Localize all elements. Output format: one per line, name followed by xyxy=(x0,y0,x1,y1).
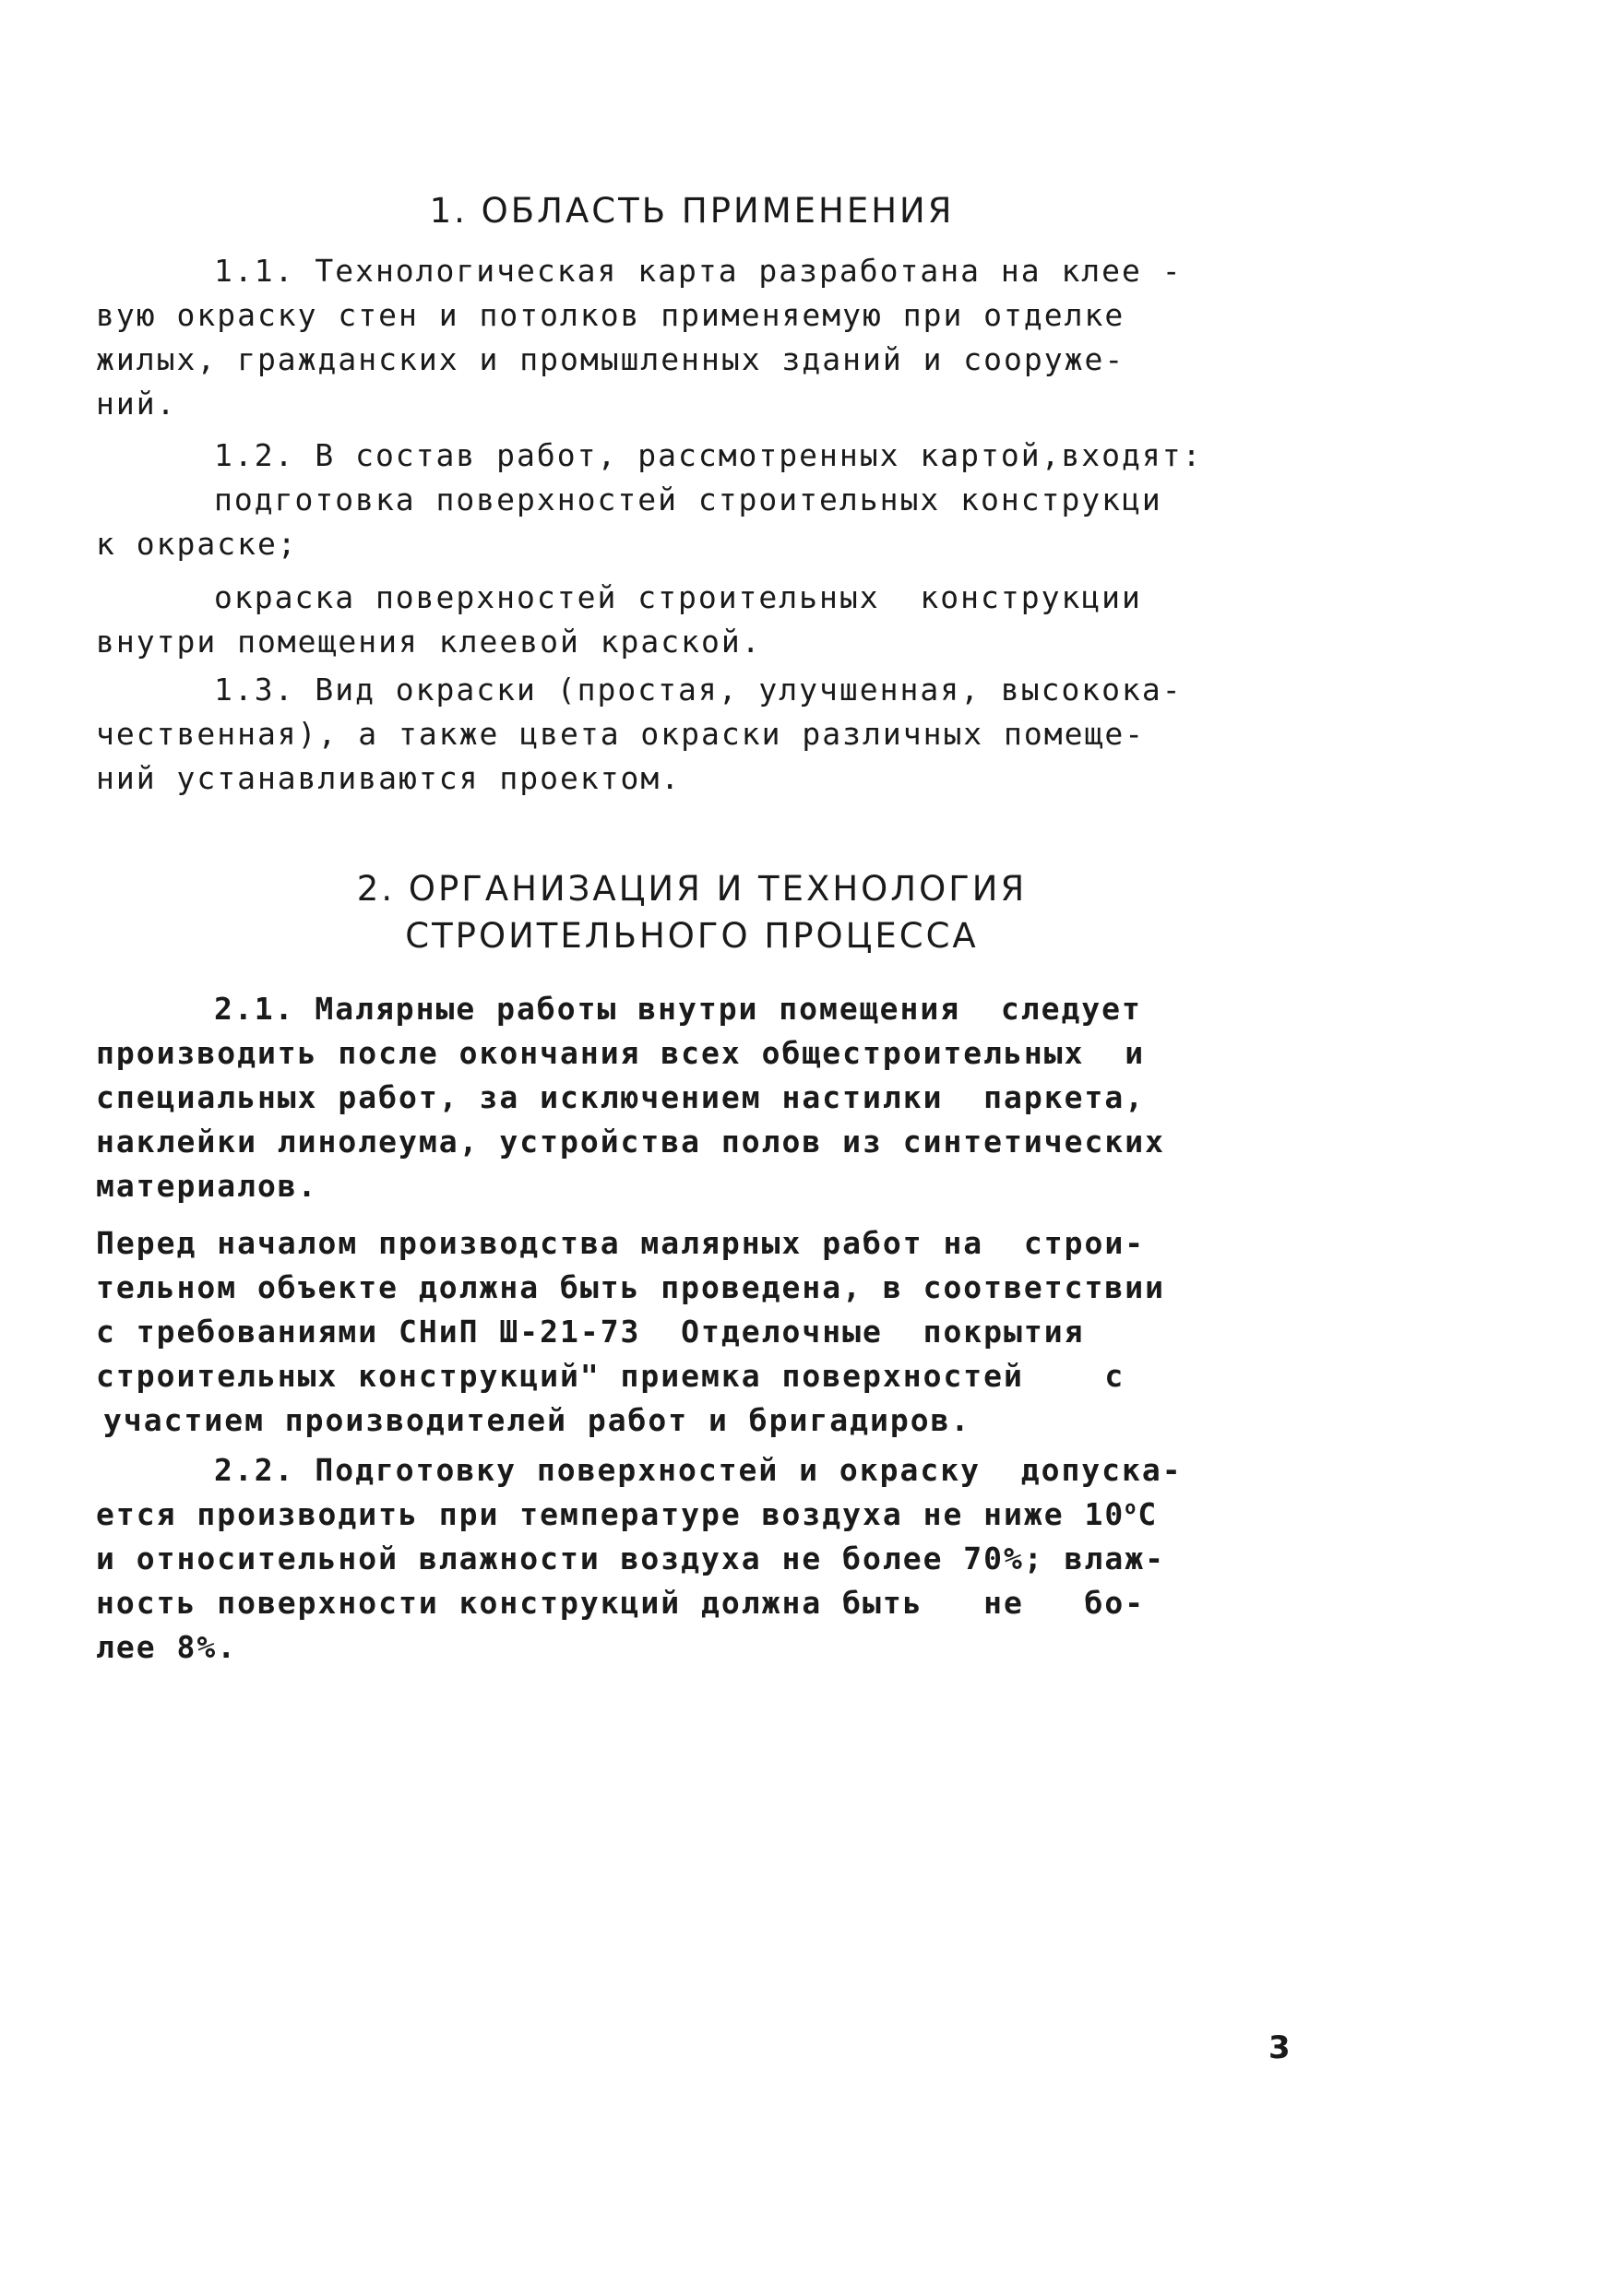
section-1-heading: 1. ОБЛАСТЬ ПРИМЕНЕНИЯ xyxy=(429,191,955,231)
section-2-heading xyxy=(0,865,1384,959)
section-1-line: внутри помещения клеевой краской. xyxy=(96,624,762,660)
section-2-line: строительных конструкций" приемка поверхностей с xyxy=(96,1358,1125,1394)
section-1-line: к окраске; xyxy=(96,526,298,562)
section-1-line: окраска поверхностей строительных конструкции xyxy=(214,579,1142,615)
section-2-line: 2.2. Подготовку поверхностей и окраску допуска- xyxy=(214,1452,1183,1488)
section-1-line: ний устанавливаются проектом. xyxy=(96,760,682,796)
section-2-line: с требованиями СНиП Ш-21-73 Отделочные покрытия xyxy=(96,1314,1085,1350)
section-1-line: вую окраску стен и потолков применяемую при отделке xyxy=(96,297,1125,333)
section-2-line: ность поверхности конструкций должна быть не бо- xyxy=(96,1585,1146,1621)
section-2-line: 2.1. Малярные работы внутри помещения следует xyxy=(214,991,1142,1027)
section-1-line: подготовка поверхностей строительных конструкци xyxy=(214,482,1162,517)
section-2-line: лее 8%. xyxy=(96,1629,238,1665)
section-1-line: 1.3. Вид окраски (простая, улучшенная, высокока- xyxy=(214,672,1183,708)
section-2-line: специальных работ, за исключением настилки паркета, xyxy=(96,1079,1146,1115)
section-2-line: материалов. xyxy=(96,1168,318,1204)
section-2-line: тельном объекте должна быть проведена, в соответствии xyxy=(96,1269,1165,1305)
section-2-line-temperature xyxy=(96,1493,1158,1536)
section-2-line: наклейки линолеума, устройства полов из синтетических xyxy=(96,1124,1165,1160)
section-1-line: 1.2. В состав работ, рассмотренных картой,входят: xyxy=(214,437,1203,473)
section-1-line: чественная), а также цвета окраски различных помеще- xyxy=(96,716,1146,752)
degree-sign: o xyxy=(1125,1496,1138,1518)
section-1-line: 1.1. Технологическая карта разработана на клее - xyxy=(214,253,1183,289)
section-2-heading-line-1: 2. ОРГАНИЗАЦИЯ И ТЕХНОЛОГИЯ xyxy=(356,869,1028,909)
section-2-line: и относительной влажности воздуха не более 70%; влаж- xyxy=(96,1541,1165,1576)
section-2-line-text: ется производить при температуре воздуха не ниже 10 xyxy=(96,1496,1125,1532)
section-1-line: ний. xyxy=(96,386,177,422)
section-2-line: производить после окончания всех общестроительных и xyxy=(96,1035,1146,1071)
section-1-line: жилых, гражданских и промышленных зданий и сооруже- xyxy=(96,341,1125,377)
section-2-heading-line-2: СТРОИТЕЛЬНОГО ПРОЦЕССА xyxy=(405,916,979,956)
section-2-line: Перед началом производства малярных работ на строи- xyxy=(96,1225,1146,1261)
degree-unit: C xyxy=(1137,1496,1159,1532)
page-number: 3 xyxy=(1268,2029,1291,2066)
section-2-line: участием производителей работ и бригадиров. xyxy=(103,1402,971,1438)
